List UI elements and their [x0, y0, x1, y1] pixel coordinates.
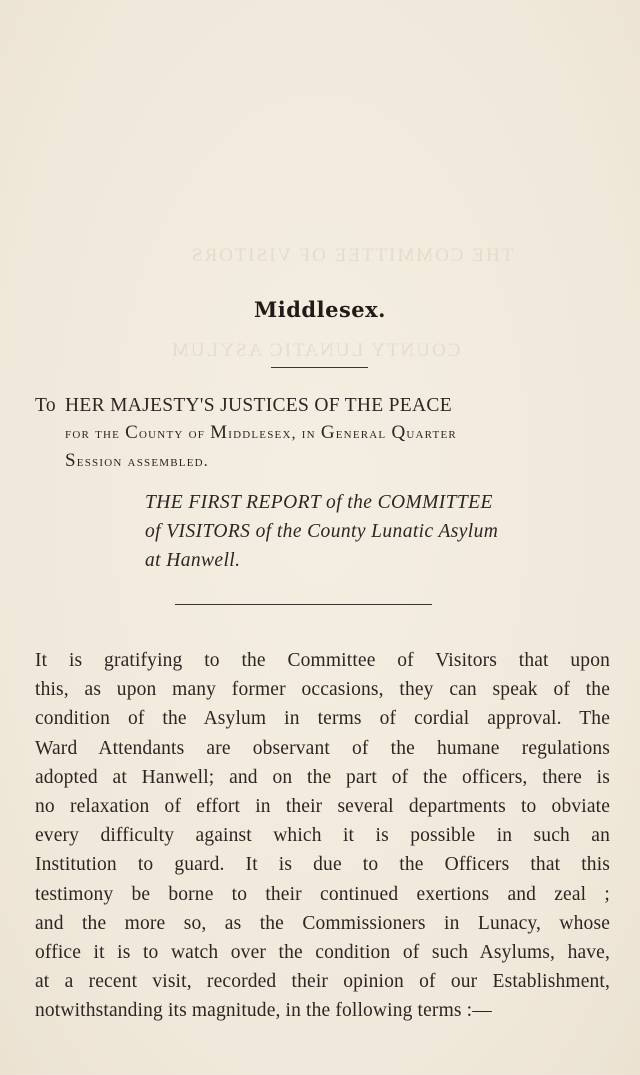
address-text: iddlesex, in	[228, 425, 321, 442]
paragraph-line: notwithstanding its magnitude, in the following terms :—	[35, 1000, 492, 1022]
address-line-3	[35, 447, 610, 475]
divider-long	[175, 604, 432, 605]
report-title-line: of VISITORS of the County Lunatic Asylum	[145, 521, 499, 542]
paragraph-line: It is gratifying to the Committee of Visitors that upon	[35, 650, 610, 671]
address-to: To	[35, 395, 56, 416]
paragraph-line: every difficulty against which it is possible in such an	[35, 825, 610, 847]
divider-short	[271, 367, 368, 368]
address-text: C	[125, 422, 140, 443]
report-title	[145, 488, 605, 575]
show-through-text: THE COMMITTEE OF VISITORS	[190, 245, 514, 266]
report-title-line: THE FIRST REPORT of the COMMITTEE	[145, 492, 493, 513]
paragraph-line: adopted at Hanwell; and on the part of the officers, there is	[35, 766, 610, 788]
paragraph-line: Ward Attendants are observant of the humane regulations	[35, 737, 610, 759]
address-text: eneral	[335, 425, 392, 442]
paragraph-line: condition of the Asylum in terms of cordial approval. The	[35, 708, 610, 730]
paragraph-line: no relaxation of effort in their several departments to obviate	[35, 796, 610, 818]
address-recipients: HER MAJESTY'S JUSTICES OF THE PEACE	[65, 395, 452, 416]
address-text: G	[320, 422, 336, 443]
address-text: Q	[391, 422, 407, 443]
paragraph-line: this, as upon many former occasions, they can speak of the	[35, 679, 610, 701]
paragraph-line: office it is to watch over the condition of such Asylums, have,	[35, 942, 610, 964]
paragraph-line: at a recent visit, recorded their opinion of our Establishment,	[35, 971, 610, 993]
address-text: S	[65, 450, 77, 471]
body-paragraph	[35, 646, 610, 1026]
county-heading: Middlesex.	[254, 297, 386, 322]
address-text: M	[210, 422, 229, 443]
show-through-text: COUNTY LUNATIC ASYLUM	[170, 340, 461, 361]
report-title-line: at Hanwell.	[145, 550, 241, 571]
paragraph-line: and the more so, as the Commissioners in Lunacy, whose	[35, 912, 610, 934]
address-text: for the	[65, 425, 126, 442]
address-line-2	[35, 419, 610, 447]
address-text: uarter	[406, 425, 457, 442]
address-text: ounty of	[139, 425, 211, 442]
address-block	[35, 393, 610, 475]
paragraph-line: Institution to guard. It is due to the Officers that this	[35, 854, 610, 876]
address-text: ession assembled.	[76, 453, 209, 470]
paragraph-line: testimony be borne to their continued exertions and zeal ;	[35, 883, 610, 905]
address-line-1	[35, 393, 610, 419]
